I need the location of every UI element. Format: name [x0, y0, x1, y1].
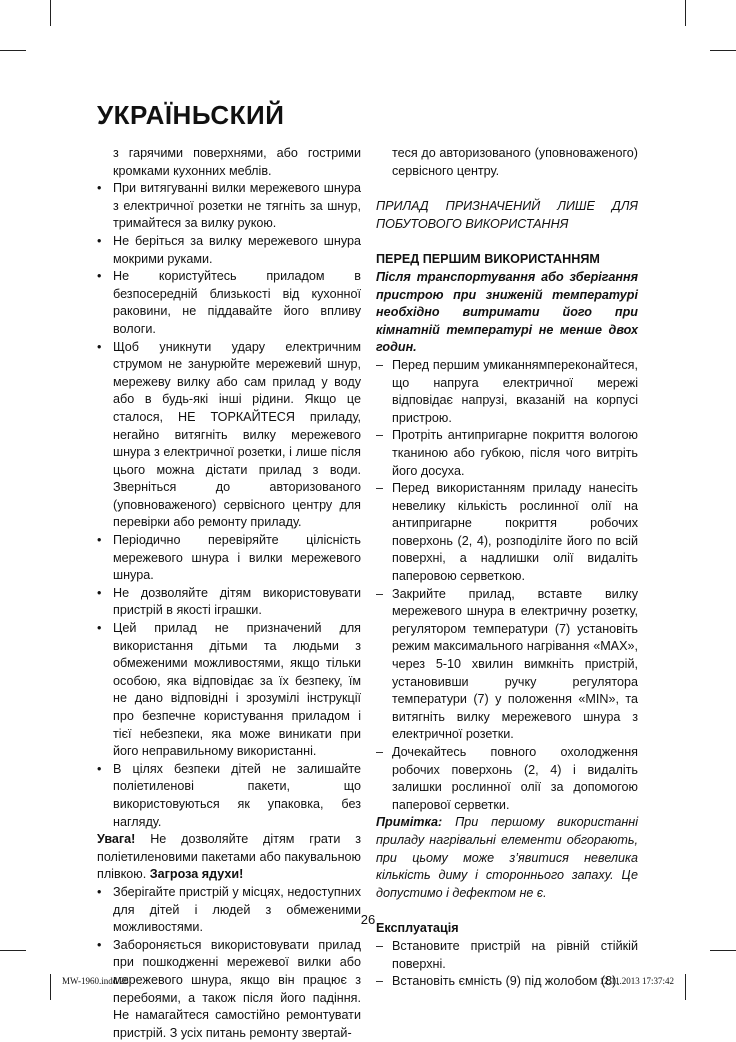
continued-text: з гарячими поверхнями, або гострими кромками кухонних меблів.: [113, 146, 361, 178]
note-paragraph: Примітка: При першому використанні приладу нагрівальні елементи обгорають, при цьому може з’явитися невелика кількість диму і стороннього запаху. Це допустимо і дефектом не є.: [376, 815, 638, 900]
bullet-marker: •: [97, 937, 102, 952]
crop-mark: [710, 950, 736, 951]
dash-marker: –: [376, 974, 384, 989]
list-item: • Не дозволяйте дітям використовувати пристрій в якості іграшки.: [97, 585, 361, 618]
bullet-marker: •: [97, 621, 102, 636]
safety-list: [97, 180, 361, 831]
dash-marker: –: [376, 428, 384, 443]
list-item: – Перед використанням приладу нанесіть невелику кількість рослинної олії на антипригарне покриття робочих поверхонь (2, 4), розподіліте його по всій поверхні, а надлишки олії видаліть паперовою серветкою.: [376, 481, 638, 584]
bullet-marker: •: [97, 585, 102, 600]
list-item: – Протріть антипригарне покриття вологою тканиною або губкою, після чого витріть його досуха.: [376, 428, 638, 478]
before-first-use-heading: ПЕРЕД ПЕРШИМ ВИКОРИСТАННЯМ: [376, 252, 600, 267]
dash-marker: –: [376, 938, 384, 953]
bullet-marker: •: [97, 233, 102, 248]
crop-mark: [0, 50, 26, 51]
footer-timestamp: 12.11.2013 17:37:42: [599, 976, 674, 986]
crop-mark: [710, 50, 736, 51]
list-item: – Перед першим умиканнямпереконайтеся, що напруга електричної мережі відповідає напрузі, вказаній на корпусі пристрою.: [376, 357, 638, 425]
list-item: – Закрийте прилад, вставте вилку мережевого шнура в електричну розетку, регулятором температури (7) установіть режим максимального нагрівання «MAX», через 5-10 хвилин вимкніть пристрій, установивши ручку регулятора температури (7) у положення «MIN», та витягніть вилку мережевого шнура з електричної розетки.: [376, 586, 638, 742]
list-item: – Дочекайтесь повного охолодження робочих поверхонь (2, 4) і видаліть залишки рослинної олії за допомогою паперової серветки.: [376, 745, 638, 812]
footer-filename: MW-1960.indd 26: [62, 976, 129, 986]
crop-mark: [685, 0, 686, 26]
list-item: • Зберігайте пристрій у місцях, недоступних для дітей і людей з обмеженими можливостями.: [97, 884, 361, 935]
list-item: – Встановіть ємність (9) під жолобом (8).: [376, 973, 638, 991]
left-column: [97, 145, 361, 1042]
bullet-marker: •: [97, 181, 102, 196]
operation-heading: Експлуатація: [376, 921, 459, 936]
dash-marker: –: [376, 357, 384, 372]
dash-marker: –: [376, 745, 384, 759]
dash-marker: –: [376, 586, 384, 601]
list-item: • Не користуйтесь приладом в безпосередній близькості від кухонної раковини, не піддавайте його впливу вологи.: [97, 269, 361, 336]
list-item: • Забороняється використовувати прилад при пошкодженні мережевої вилки або мережевого шнура, якщо він працює з перебоями, а також після його падіння. Не намагайтеся самостійно ремонтувати пристрій. З усіх питань ремонту звертай-: [97, 937, 361, 1040]
warning-paragraph: Увага! Не дозволяйте дітям грати з поліетиленовими пакетами або пакувальною плівкою. Загроза ядухи!: [97, 832, 361, 882]
bullet-marker: •: [97, 269, 102, 284]
bullet-marker: •: [97, 533, 102, 548]
list-item: • Періодично перевіряйте цілісність мережевого шнура і вилки мережевого шнура.: [97, 533, 361, 583]
first-use-steps: [376, 357, 638, 814]
list-item: – Встановите пристрій на рівній стійкій поверхні.: [376, 938, 638, 971]
page-number: 26: [360, 912, 376, 927]
crop-mark: [685, 974, 686, 1000]
household-use-note: ПРИЛАД ПРИЗНАЧЕНИЙ ЛИШЕ ДЛЯ ПОБУТОВОГО ВИКОРИСТАННЯ: [376, 199, 638, 231]
list-item: • При витягуванні вилки мережевого шнура з електричної розетки не тягніть за шнур, тримайтеся за вилку рукою.: [97, 181, 361, 231]
right-column: [376, 145, 638, 991]
bullet-marker: •: [97, 884, 102, 899]
continued-text: теся до авторизованого (уповноваженого) сервісного центру.: [392, 146, 638, 178]
warning-label: Увага!: [97, 832, 136, 847]
bullet-marker: •: [97, 339, 102, 354]
list-item: • Цей прилад не призначений для використання дітьми та людьми з обмеженими можливостями, якщо тільки особою, яка відповідає за їх безпеку, їм не дано відповідні і зрозумілі інструкції про безпечне користування приладом і тієї небезпеки, яка може виникати при його неправильному використанні.: [97, 621, 361, 759]
crop-mark: [0, 950, 26, 951]
bullet-marker: •: [97, 761, 102, 776]
list-item: • В цілях безпеки дітей не залишайте поліетиленові пакети, що використовуються як упаковка, без нагляду.: [97, 761, 361, 829]
transport-note: Після транспортування або зберігання пристрою при зниженій температурі необхідно витримати його при кімнатній температурі не менше двох годин.: [376, 269, 638, 355]
dash-marker: –: [376, 481, 384, 496]
crop-mark: [50, 0, 51, 26]
section-title: УКРАЇНЬСКИЙ: [97, 100, 285, 130]
list-item: • Щоб уникнути удару електричним струмом не занурюйте мережевий шнур, мережеву вилку або сам прилад у воду або в будь-які інші рідини. Якщо це сталося, НЕ ТОРКАЙТЕСЯ приладу, негайно витягніть вилку мережевого шнура з електричної розетки, і лише після цього можна дістати прилад з води. Зверніться до авторизованого (уповноваженого) сервісного центру для перевірки або ремонту приладу.: [97, 339, 361, 530]
crop-mark: [50, 974, 51, 1000]
note-label: Примітка:: [376, 815, 443, 830]
safety-list: [97, 884, 361, 1042]
warning-emphasis: Загроза ядухи!: [149, 867, 244, 882]
list-item: • Не беріться за вилку мережевого шнура мокрими руками.: [97, 233, 361, 266]
